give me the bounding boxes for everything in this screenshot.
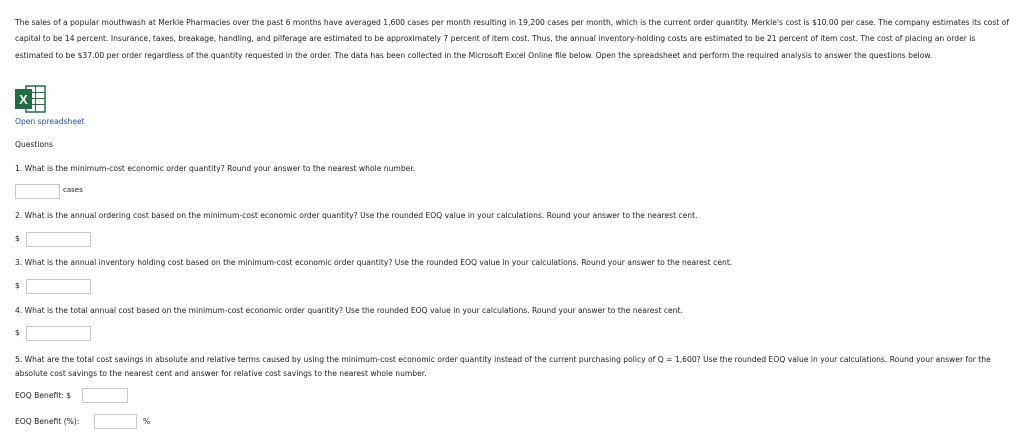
- percent-unit: %: [143, 417, 151, 426]
- total-annual-cost-input[interactable]: [26, 326, 91, 341]
- cases-unit: cases: [63, 186, 83, 194]
- question-4-text: 4. What is the total annual cost based on the minimum-cost economic order quantity? Use the rounded EOQ value in your calculations. Round your answer to the nearest cent.: [15, 306, 683, 315]
- eoq-benefit-input[interactable]: [82, 388, 128, 403]
- questions-heading: Questions: [15, 140, 53, 149]
- eoq-input[interactable]: [15, 184, 60, 199]
- q3-dollar-sign: $: [15, 281, 20, 290]
- eoq-benefit-label: EOQ Benefit: $: [15, 391, 72, 400]
- problem-statement: The sales of a popular mouthwash at Merkle Pharmacies over the past 6 months have averaged 1,600 cases per month resulting in 19,200 cases per month, which is the current order quantity. Merkle's cost is $10.00 per case. The company estimates its cost of capital to be 14 percent. Insurance, taxes, breakage, handling, and pilferage are estimated to be approximately 7 percent of item cost. Thus, the annual inventory-holding costs are estimated to be 21 percent of item cost. The cost of placing an order is estimated to be $37.00 per order regardless of the quantity requested in the order. The data has been collected in the Microsoft Excel Online file below. Open the spreadsheet and perform the required analysis to answer the questions below.: [15, 18, 1009, 60]
- eoq-benefit-pct-input[interactable]: [94, 414, 137, 429]
- question-2-text: 2. What is the annual ordering cost based on the minimum-cost economic order quantity? Use the rounded EOQ value in your calculations. Round your answer to the nearest cent.: [15, 211, 698, 220]
- open-spreadsheet-link[interactable]: Open spreadsheet: [15, 117, 85, 126]
- question-1-text: 1. What is the minimum-cost economic order quantity? Round your answer to the nearest whole number.: [15, 164, 416, 173]
- question-3-text: 3. What is the annual inventory holding cost based on the minimum-cost economic order quantity? Use the rounded EOQ value in your calculations. Round your answer to the nearest cent.: [15, 258, 733, 267]
- svg-text:X: X: [19, 92, 28, 107]
- q4-dollar-sign: $: [15, 328, 20, 337]
- annual-ordering-cost-input[interactable]: [26, 232, 91, 247]
- excel-icon[interactable]: [15, 85, 46, 113]
- q2-dollar-sign: $: [15, 234, 20, 243]
- eoq-benefit-pct-label: EOQ Benefit (%):: [15, 417, 80, 426]
- annual-holding-cost-input[interactable]: [26, 279, 91, 294]
- question-5-text: 5. What are the total cost savings in absolute and relative terms caused by using the minimum-cost economic order quantity instead of the current purchasing policy of Q = 1,600? Use the rounded EOQ value in your calculations. Round your answer for the absolute cost savings to the nearest cent and answer for relative cost savings to the nearest whole number.: [15, 355, 991, 378]
